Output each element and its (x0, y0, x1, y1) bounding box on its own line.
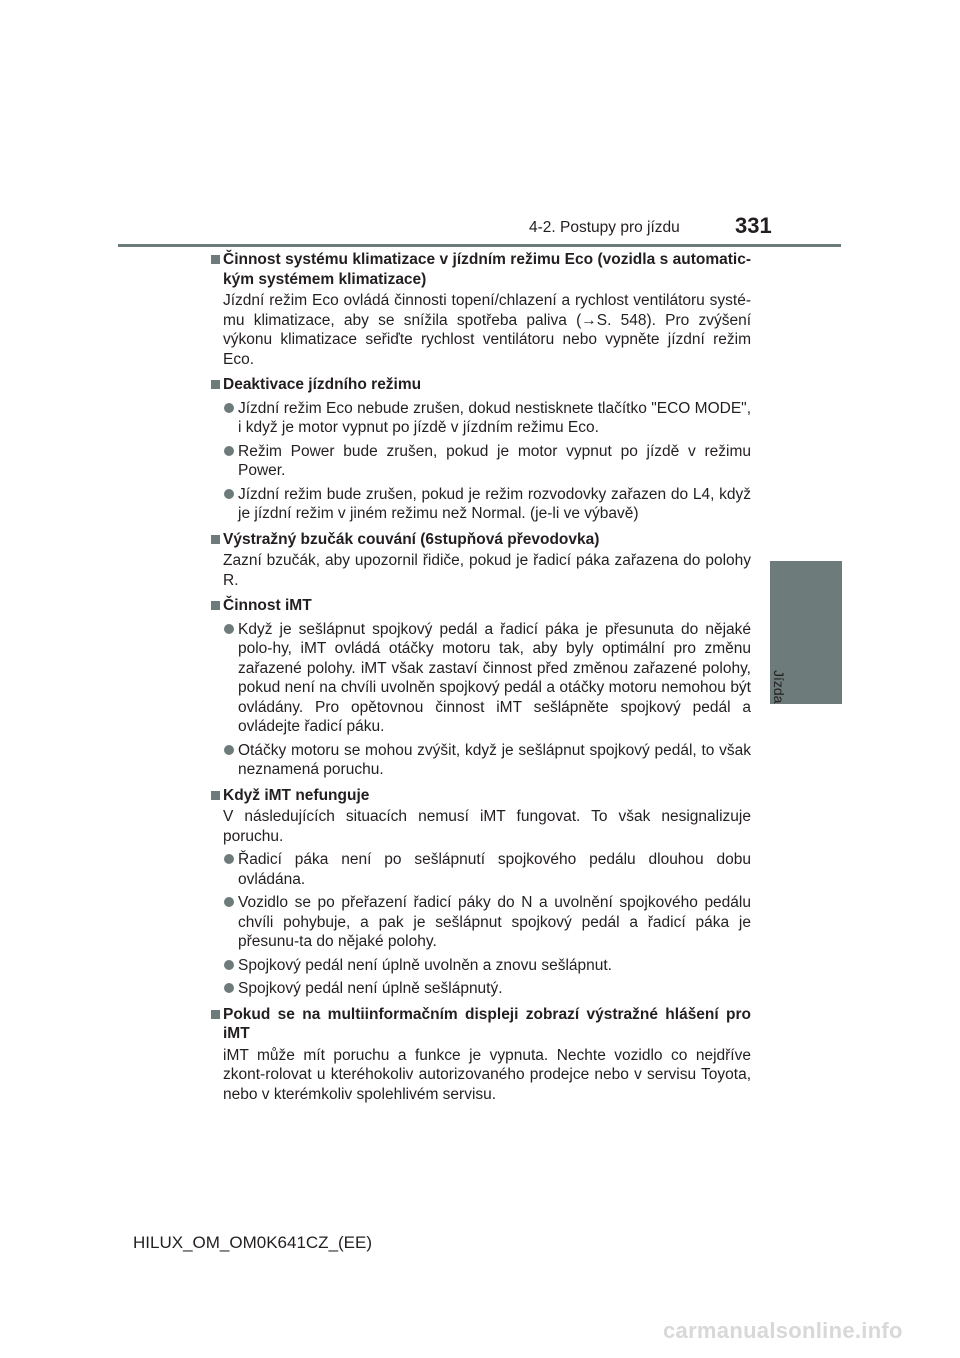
chapter-label-text: Jízda (771, 670, 787, 704)
section-heading (211, 375, 751, 395)
bullet-item (211, 956, 751, 976)
bullet-item (211, 620, 751, 737)
bullet-text: Jízdní režim Eco nebude zrušen, dokud nestisknete tlačítko "ECO MODE", i když je motor vypnut po jízdě v jízdním režimu Eco. (238, 399, 751, 436)
section-paragraph: V následujících situacích nemusí iMT fungovat. To však nesignalizuje poruchu. (223, 808, 751, 845)
round-bullet-icon (224, 446, 234, 456)
section-heading (211, 1005, 751, 1044)
section (211, 530, 751, 591)
round-bullet-icon (224, 854, 234, 864)
section-heading-text: Pokud se na multiinformačním displeji zobrazí výstražné hlášení pro iMT (223, 1005, 751, 1042)
section-heading-text: Výstražný bzučák couvání (6stupňová převodovka) (223, 530, 600, 548)
bullet-text: Otáčky motoru se mohou zvýšit, když je sešlápnut spojkový pedál, to však neznamená poruchu. (238, 741, 751, 778)
square-bullet-icon (211, 601, 220, 610)
section-heading (211, 530, 751, 550)
bullet-text: Jízdní režim bude zrušen, pokud je režim rozvodovky zařazen do L4, když je jízdní režim v jiném režimu než Normal. (je-li ve výbavě) (238, 485, 751, 522)
section-heading-text: Činnost iMT (223, 597, 312, 614)
round-bullet-icon (224, 897, 234, 907)
bullet-item (211, 893, 751, 952)
section-heading-text: Když iMT nefunguje (223, 786, 370, 804)
section-paragraph: Jízdní režim Eco ovládá činnosti topení/chlazení a rychlost ventilátoru systé-mu klimatizace, aby se snížila spotřeba paliva (→S. 548). Pro zvýšení výkonu klimatizace seřiďte rychlost ventilátoru nebo vypněte jízdní režim Eco. (223, 292, 751, 368)
section-heading-text: Činnost systému klimatizace v jízdním režimu Eco (vozidla s automatic-kým systémem klimatizace) (223, 251, 751, 288)
chapter-side-label (771, 630, 803, 704)
bullet-text: Řadicí páka není po sešlápnutí spojkového pedálu dlouhou dobu ovládána. (238, 851, 751, 888)
bullet-item (211, 850, 751, 889)
square-bullet-icon (211, 791, 220, 800)
bullet-text: Spojkový pedál není úplně uvolněn a znovu sešlápnut. (238, 956, 612, 974)
bullet-item (211, 485, 751, 524)
bullet-text: Spojkový pedál není úplně sešlápnutý. (238, 980, 503, 997)
round-bullet-icon (224, 489, 234, 499)
bullet-item (211, 399, 751, 438)
section-heading (211, 250, 751, 289)
page-number: 331 (735, 213, 772, 238)
section (211, 250, 751, 369)
section (211, 596, 751, 780)
header-rule (118, 244, 841, 247)
section (211, 786, 751, 999)
round-bullet-icon (224, 624, 234, 634)
round-bullet-icon (224, 960, 234, 970)
bullet-text: Když je sešlápnut spojkový pedál a řadicí páka je přesunuta do nějaké polo-hy, iMT ovládá otáčky motoru tak, aby byly optimální pro změnu zařazené polohy. iMT však zastaví činnost před změnou zařazené polohy, pokud není na chvíli uvolněn spojkový pedál a otáčky motoru nemohou být ovládány. Pro opětovnou činnost iMT sešlápněte spojkový pedál a ovládejte řadicí páku. (238, 620, 751, 735)
main-content (211, 250, 751, 1110)
section-heading (211, 596, 751, 616)
bullet-item (211, 442, 751, 481)
square-bullet-icon (211, 1010, 220, 1019)
bullet-item (211, 979, 751, 999)
section (211, 375, 751, 524)
section-heading (211, 786, 751, 806)
section-heading-text: Deaktivace jízdního režimu (223, 376, 422, 393)
round-bullet-icon (224, 403, 234, 413)
round-bullet-icon (224, 983, 234, 993)
header-section-title: 4-2. Postupy pro jízdu (529, 219, 680, 236)
watermark: carmanualsonline.info (663, 1318, 903, 1343)
square-bullet-icon (211, 535, 220, 544)
round-bullet-icon (224, 745, 234, 755)
square-bullet-icon (211, 380, 220, 389)
bullet-text: Režim Power bude zrušen, pokud je motor vypnut po jízdě v režimu Power. (238, 442, 751, 479)
footer-document-code: HILUX_OM_OM0K641CZ_(EE) (133, 1233, 373, 1252)
chapter-number: 4 (802, 1136, 810, 1151)
section-paragraph: Zazní bzučák, aby upozornil řidiče, pokud je řadicí páka zařazena do polohy R. (223, 552, 751, 589)
bullet-item (211, 741, 751, 780)
section (211, 1005, 751, 1105)
square-bullet-icon (211, 255, 220, 264)
section-paragraph: iMT může mít poruchu a funkce je vypnuta. Nechte vozidlo co nejdříve zkont-rolovat u kteréhokoliv autorizovaného prodejce nebo v servisu Toyota, nebo v kterémkoliv spolehlivém servisu. (223, 1046, 751, 1103)
bullet-text: Vozidlo se po přeřazení řadicí páky do N a uvolnění spojkového pedálu chvíli pohybuje, a pak je sešlápnut spojkový pedál a řadicí páka je přesunu-ta do nějaké polohy. (238, 894, 751, 950)
